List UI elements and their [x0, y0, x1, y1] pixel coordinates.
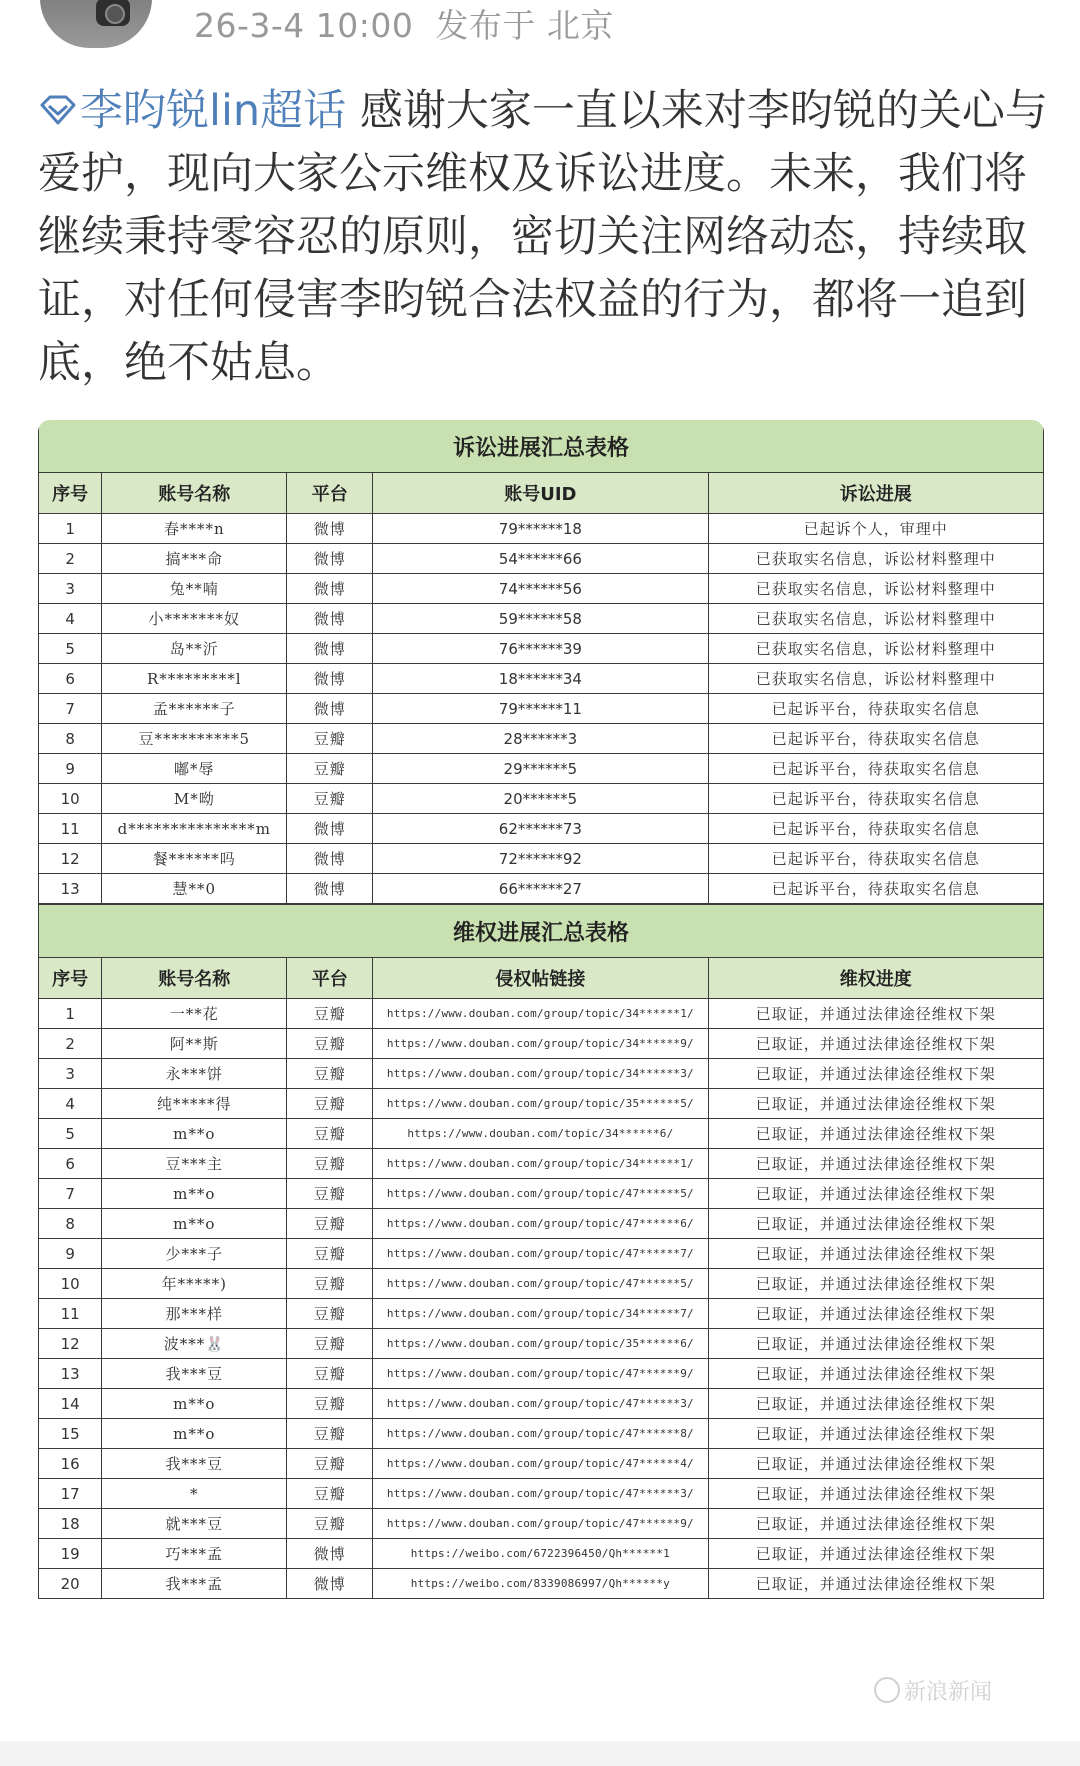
column-header: 维权进度	[708, 958, 1043, 999]
table-cell: 搞***命	[102, 544, 287, 574]
table-cell: 已取证，并通过法律途径维权下架	[708, 1419, 1043, 1449]
column-header: 诉讼进展	[708, 473, 1043, 514]
table-cell: 微博	[287, 874, 373, 904]
table-cell: 豆***主	[102, 1149, 287, 1179]
table-cell: 76******39	[373, 634, 708, 664]
table-cell: 微博	[287, 1569, 373, 1599]
table-cell: 2	[39, 1029, 102, 1059]
table-cell: 微博	[287, 634, 373, 664]
table-cell: 少***子	[102, 1239, 287, 1269]
table-row	[39, 874, 1044, 904]
table-cell: 已取证，并通过法律途径维权下架	[708, 1389, 1043, 1419]
table-cell: 豆瓣	[287, 999, 373, 1029]
table-row	[39, 1509, 1044, 1539]
table-cell: 12	[39, 1329, 102, 1359]
table-cell: https://www.douban.com/group/topic/34******3/	[373, 1059, 708, 1089]
watermark-logo-icon	[874, 1677, 900, 1703]
table-cell: 已取证，并通过法律途径维权下架	[708, 1539, 1043, 1569]
table-cell: 59******58	[373, 604, 708, 634]
table-row	[39, 1179, 1044, 1209]
table-cell: 已起诉个人，审理中	[708, 514, 1043, 544]
table-cell: 已起诉平台，待获取实名信息	[708, 814, 1043, 844]
table-cell: 79******18	[373, 514, 708, 544]
table-cell: m**o	[102, 1119, 287, 1149]
table-row	[39, 1209, 1044, 1239]
table-cell: 微博	[287, 544, 373, 574]
table-cell: 2	[39, 544, 102, 574]
table-row	[39, 784, 1044, 814]
supertopic-diamond-icon	[38, 89, 78, 129]
avatar[interactable]	[40, 0, 152, 48]
table-cell: https://www.douban.com/group/topic/47******9/	[373, 1359, 708, 1389]
table-row	[39, 1539, 1044, 1569]
table-cell: 已获取实名信息，诉讼材料整理中	[708, 574, 1043, 604]
table-cell: 我***豆	[102, 1449, 287, 1479]
table-cell: 豆瓣	[287, 1089, 373, 1119]
table-row	[39, 664, 1044, 694]
table-cell: 微博	[287, 664, 373, 694]
table-row	[39, 514, 1044, 544]
watermark	[874, 1675, 992, 1706]
table-cell: 已起诉平台，待获取实名信息	[708, 874, 1043, 904]
table-cell: 已取证，并通过法律途径维权下架	[708, 1269, 1043, 1299]
table-row	[39, 1389, 1044, 1419]
table-cell: m**o	[102, 1209, 287, 1239]
table-cell: 28******3	[373, 724, 708, 754]
table-cell: 9	[39, 1239, 102, 1269]
table-cell: 豆瓣	[287, 1119, 373, 1149]
camera-icon	[96, 0, 130, 26]
table-cell: 微博	[287, 604, 373, 634]
table-cell: 波***🐰	[102, 1329, 287, 1359]
table-cell: 豆瓣	[287, 1389, 373, 1419]
table-row	[39, 754, 1044, 784]
table-cell: 10	[39, 1269, 102, 1299]
column-header: 账号名称	[102, 473, 287, 514]
table-cell: https://www.douban.com/group/topic/34******1/	[373, 1149, 708, 1179]
table-cell: 豆瓣	[287, 1209, 373, 1239]
column-header: 平台	[287, 473, 373, 514]
table-cell: 62******73	[373, 814, 708, 844]
table-cell: 已起诉平台，待获取实名信息	[708, 784, 1043, 814]
table-cell: 纯*****得	[102, 1089, 287, 1119]
table-cell: https://www.douban.com/group/topic/47******9/	[373, 1509, 708, 1539]
table-cell: https://www.douban.com/group/topic/47******6/	[373, 1209, 708, 1239]
table-cell: 20	[39, 1569, 102, 1599]
post-date: 26-3-4 10:00	[194, 6, 414, 45]
table-cell: 巧***孟	[102, 1539, 287, 1569]
table-cell: 豆瓣	[287, 1149, 373, 1179]
table-cell: 豆瓣	[287, 1359, 373, 1389]
table-row	[39, 634, 1044, 664]
table-cell: 已获取实名信息，诉讼材料整理中	[708, 664, 1043, 694]
table-cell: 已取证，并通过法律途径维权下架	[708, 1149, 1043, 1179]
table-cell: 豆瓣	[287, 754, 373, 784]
table-cell: 3	[39, 574, 102, 604]
table-cell: https://www.douban.com/group/topic/35******5/	[373, 1089, 708, 1119]
table-row	[39, 844, 1044, 874]
table-cell: 慧**0	[102, 874, 287, 904]
table-cell: https://weibo.com/6722396450/Qh******1	[373, 1539, 708, 1569]
table-cell: 我***豆	[102, 1359, 287, 1389]
table-row	[39, 1299, 1044, 1329]
table-cell: 豆瓣	[287, 1269, 373, 1299]
table-cell: 我***孟	[102, 1569, 287, 1599]
table-cell: 豆瓣	[287, 1299, 373, 1329]
table-cell: 已起诉平台，待获取实名信息	[708, 844, 1043, 874]
table-row	[39, 1569, 1044, 1599]
table-cell: https://www.douban.com/group/topic/47******5/	[373, 1269, 708, 1299]
column-header: 账号UID	[373, 473, 708, 514]
table-cell: 66******27	[373, 874, 708, 904]
table-cell: 1	[39, 514, 102, 544]
table-cell: 已取证，并通过法律途径维权下架	[708, 999, 1043, 1029]
lawsuit-table	[38, 420, 1044, 904]
table-cell: 已获取实名信息，诉讼材料整理中	[708, 544, 1043, 574]
table-cell: M*呦	[102, 784, 287, 814]
table-row	[39, 1479, 1044, 1509]
table-cell: 18******34	[373, 664, 708, 694]
table-cell: 已取证，并通过法律途径维权下架	[708, 1509, 1043, 1539]
post-body	[38, 80, 1048, 395]
table-cell: 微博	[287, 814, 373, 844]
table-cell: 豆瓣	[287, 1239, 373, 1269]
table-cell: 已取证，并通过法律途径维权下架	[708, 1329, 1043, 1359]
table-cell: 已获取实名信息，诉讼材料整理中	[708, 604, 1043, 634]
table-cell: 1	[39, 999, 102, 1029]
table-cell: https://www.douban.com/group/topic/34******9/	[373, 1029, 708, 1059]
table-cell: d***************m	[102, 814, 287, 844]
table-cell: https://www.douban.com/group/topic/34******1/	[373, 999, 708, 1029]
table-cell: 13	[39, 874, 102, 904]
progress-tables-image[interactable]	[38, 420, 1044, 1720]
table-cell: 阿**斯	[102, 1029, 287, 1059]
table-cell: 7	[39, 1179, 102, 1209]
table-cell: 29******5	[373, 754, 708, 784]
table-row	[39, 1149, 1044, 1179]
table-cell: https://www.douban.com/topic/34******6/	[373, 1119, 708, 1149]
post-text: 感谢大家一直以来对李昀锐的关心与爱护，现向大家公示维权及诉讼进度。未来，我们将继续秉持零容忍的原则，密切关注网络动态，持续取证，对任何侵害李昀锐合法权益的行为，都将一追到底，绝不姑息。	[38, 86, 1048, 388]
table-cell: https://weibo.com/8339086997/Qh******y	[373, 1569, 708, 1599]
table-cell: m**o	[102, 1389, 287, 1419]
table-cell: *	[102, 1479, 287, 1509]
table-cell: 餐******吗	[102, 844, 287, 874]
table-cell: m**o	[102, 1419, 287, 1449]
table-cell: 79******11	[373, 694, 708, 724]
table-row	[39, 574, 1044, 604]
table-row	[39, 814, 1044, 844]
table-cell: 74******56	[373, 574, 708, 604]
rights-table	[38, 904, 1044, 1599]
post-meta	[194, 0, 636, 47]
watermark-text: 新浪新闻	[904, 1680, 993, 1705]
table-cell: 已取证，并通过法律途径维权下架	[708, 1089, 1043, 1119]
table-cell: 已取证，并通过法律途径维权下架	[708, 1449, 1043, 1479]
table-cell: 6	[39, 1149, 102, 1179]
table-cell: 已取证，并通过法律途径维权下架	[708, 1209, 1043, 1239]
table-cell: 就***豆	[102, 1509, 287, 1539]
table-cell: 已取证，并通过法律途径维权下架	[708, 1059, 1043, 1089]
table-cell: 那***样	[102, 1299, 287, 1329]
table-cell: 4	[39, 1089, 102, 1119]
table-cell: 豆瓣	[287, 784, 373, 814]
table-cell: 10	[39, 784, 102, 814]
table-cell: 微博	[287, 1539, 373, 1569]
table-cell: 小*******奴	[102, 604, 287, 634]
post-header	[0, 0, 1080, 60]
table-cell: 豆瓣	[287, 1509, 373, 1539]
table-cell: 15	[39, 1419, 102, 1449]
table-cell: 已取证，并通过法律途径维权下架	[708, 1029, 1043, 1059]
table-row	[39, 694, 1044, 724]
table-cell: 微博	[287, 844, 373, 874]
table-cell: 5	[39, 634, 102, 664]
table-cell: 已起诉平台，待获取实名信息	[708, 694, 1043, 724]
table-row	[39, 999, 1044, 1029]
table-cell: 一**花	[102, 999, 287, 1029]
table-cell: https://www.douban.com/group/topic/47******7/	[373, 1239, 708, 1269]
table-cell: 4	[39, 604, 102, 634]
table-cell: 14	[39, 1389, 102, 1419]
table-row	[39, 1359, 1044, 1389]
table-cell: 永***饼	[102, 1059, 287, 1089]
table-cell: https://www.douban.com/group/topic/47******5/	[373, 1179, 708, 1209]
bottom-bar	[0, 1741, 1080, 1766]
table-row	[39, 1119, 1044, 1149]
table-row	[39, 1029, 1044, 1059]
table-cell: 豆瓣	[287, 1329, 373, 1359]
table-cell: m**o	[102, 1179, 287, 1209]
table-cell: 微博	[287, 694, 373, 724]
column-header: 账号名称	[102, 958, 287, 999]
table-cell: 春****n	[102, 514, 287, 544]
table-cell: 已获取实名信息，诉讼材料整理中	[708, 634, 1043, 664]
column-header: 序号	[39, 958, 102, 999]
table-cell: 17	[39, 1479, 102, 1509]
table-cell: 已取证，并通过法律途径维权下架	[708, 1119, 1043, 1149]
table-cell: 兔**喃	[102, 574, 287, 604]
table-cell: 豆瓣	[287, 1479, 373, 1509]
table-cell: 已取证，并通过法律途径维权下架	[708, 1239, 1043, 1269]
table-cell: 3	[39, 1059, 102, 1089]
post-location: 发布于 北京	[435, 6, 614, 45]
column-header: 侵权帖链接	[373, 958, 708, 999]
table-cell: 微博	[287, 574, 373, 604]
table-cell: 8	[39, 724, 102, 754]
table-cell: 13	[39, 1359, 102, 1389]
table-cell: 岛**沂	[102, 634, 287, 664]
table-cell: 微博	[287, 514, 373, 544]
table-row	[39, 1269, 1044, 1299]
table-cell: https://www.douban.com/group/topic/47******3/	[373, 1389, 708, 1419]
table-cell: 12	[39, 844, 102, 874]
table-cell: https://www.douban.com/group/topic/47******8/	[373, 1419, 708, 1449]
table-row	[39, 604, 1044, 634]
table-cell: 8	[39, 1209, 102, 1239]
table-cell: 18	[39, 1509, 102, 1539]
table-cell: https://www.douban.com/group/topic/34******7/	[373, 1299, 708, 1329]
table-row	[39, 1239, 1044, 1269]
table-cell: 已取证，并通过法律途径维权下架	[708, 1569, 1043, 1599]
table-cell: 嘟*辱	[102, 754, 287, 784]
table-cell: 已取证，并通过法律途径维权下架	[708, 1179, 1043, 1209]
table-row	[39, 1089, 1044, 1119]
table-cell: 已取证，并通过法律途径维权下架	[708, 1299, 1043, 1329]
table-cell: 豆瓣	[287, 1029, 373, 1059]
table-cell: 已起诉平台，待获取实名信息	[708, 724, 1043, 754]
table-cell: https://www.douban.com/group/topic/47******4/	[373, 1449, 708, 1479]
table-cell: 已起诉平台，待获取实名信息	[708, 754, 1043, 784]
supertopic-link[interactable]	[38, 86, 360, 136]
table-row	[39, 724, 1044, 754]
table-cell: 已取证，并通过法律途径维权下架	[708, 1359, 1043, 1389]
table-cell: 豆瓣	[287, 1059, 373, 1089]
table-cell: 已取证，并通过法律途径维权下架	[708, 1479, 1043, 1509]
table-cell: 孟******子	[102, 694, 287, 724]
table-cell: https://www.douban.com/group/topic/35******6/	[373, 1329, 708, 1359]
table-row	[39, 1329, 1044, 1359]
column-header: 序号	[39, 473, 102, 514]
table-cell: 19	[39, 1539, 102, 1569]
table-row	[39, 1419, 1044, 1449]
table-row	[39, 544, 1044, 574]
table-cell: 16	[39, 1449, 102, 1479]
supertopic-label: 李昀锐lin超话	[80, 86, 347, 136]
table-row	[39, 1059, 1044, 1089]
table-cell: 豆瓣	[287, 1179, 373, 1209]
table-cell: 6	[39, 664, 102, 694]
table-cell: https://www.douban.com/group/topic/47******3/	[373, 1479, 708, 1509]
lawsuit-table-title: 诉讼进展汇总表格	[39, 420, 1044, 473]
table-row	[39, 1449, 1044, 1479]
column-header: 平台	[287, 958, 373, 999]
table-cell: 豆**********5	[102, 724, 287, 754]
table-cell: 5	[39, 1119, 102, 1149]
table-cell: 年*****)	[102, 1269, 287, 1299]
table-cell: R*********l	[102, 664, 287, 694]
table-cell: 9	[39, 754, 102, 784]
table-cell: 11	[39, 814, 102, 844]
rights-table-title: 维权进展汇总表格	[39, 905, 1044, 958]
table-cell: 11	[39, 1299, 102, 1329]
table-cell: 54******66	[373, 544, 708, 574]
table-cell: 20******5	[373, 784, 708, 814]
table-cell: 豆瓣	[287, 724, 373, 754]
table-cell: 豆瓣	[287, 1419, 373, 1449]
table-cell: 豆瓣	[287, 1449, 373, 1479]
table-cell: 7	[39, 694, 102, 724]
table-cell: 72******92	[373, 844, 708, 874]
